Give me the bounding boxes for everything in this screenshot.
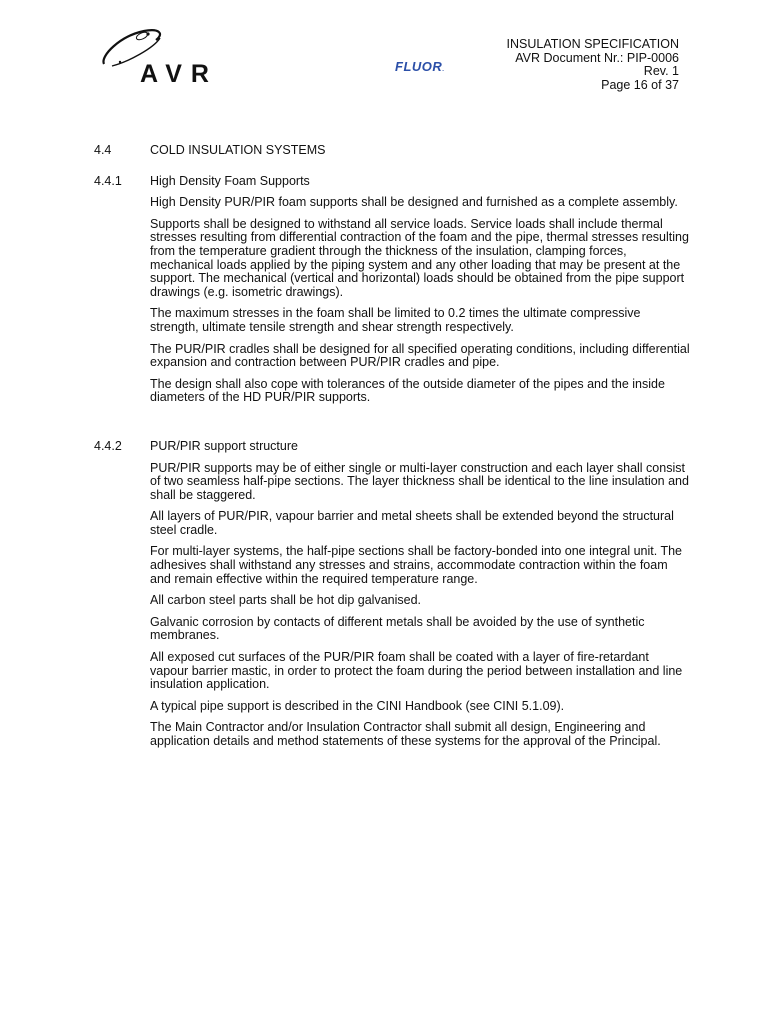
paragraph: A typical pipe support is described in the CINI Handbook (see CINI 5.1.09). — [150, 698, 565, 713]
section-heading-4-4 — [94, 144, 694, 158]
section-title: COLD INSULATION SYSTEMS — [150, 143, 326, 157]
section-number: 4.4.1 — [94, 173, 122, 188]
paragraph: The design shall also cope with tolerances of the outside diameter of the pipes and the inside diameters of the HD PUR/PIR supports. — [150, 376, 665, 405]
page-number: Page 16 of 37 — [601, 77, 679, 92]
paragraph: Galvanic corrosion by contacts of different metals shall be avoided by the use of synthetic membranes. — [150, 614, 645, 643]
document-info — [507, 38, 679, 92]
section-heading-4-4-2 — [94, 440, 694, 454]
paragraph: All exposed cut surfaces of the PUR/PIR foam shall be coated with a layer of fire-retardant vapour barrier mastic, in order to protect the foam during the period between installation and line insulation application. — [150, 650, 683, 692]
paragraph: Supports shall be designed to withstand all service loads. Service loads shall include thermal stresses resulting from differential contraction of the foam and the pipe, thermal stresses resulting from the temperature gradient through the thickness of the insulation, clamping forces, mechanical loads applied by the piping system and any other loading that may be present at the support. The mechanical (vertical and horizontal) loads should be obtained from the pipe support drawings (e.g. isometric drawings). — [150, 216, 689, 299]
section-title: High Density Foam Supports — [150, 173, 310, 188]
paragraph: The PUR/PIR cradles shall be designed for all specified operating conditions, including differential expansion and contraction between PUR/PIR cradles and pipe. — [150, 341, 690, 370]
section-title: PUR/PIR support structure — [150, 438, 298, 453]
avr-logo — [98, 26, 228, 92]
document-revision: Rev. 1 — [643, 64, 679, 78]
paragraph: High Density PUR/PIR foam supports shall be designed and furnished as a complete assembly. — [150, 195, 678, 210]
paragraph: All carbon steel parts shall be hot dip galvanised. — [150, 593, 421, 608]
section-heading-4-4-1 — [94, 175, 694, 189]
page-header — [0, 0, 768, 110]
paragraph: The maximum stresses in the foam shall be limited to 0.2 times the ultimate compressive strength, ultimate tensile strength and shear strength respectively. — [150, 306, 641, 334]
section-number: 4.4.2 — [94, 438, 122, 453]
document-body — [94, 144, 694, 749]
section-number: 4.4 — [94, 143, 112, 157]
paragraph: PUR/PIR supports may be of either single or multi-layer construction and each layer shall consist of two seamless half-pipe sections. The layer thickness shall be identical to the line insulation and shall be staggered. — [150, 460, 689, 502]
document-number: AVR Document Nr.: PIP-0006 — [515, 50, 679, 65]
fluor-logo-mark: . — [442, 67, 445, 73]
paragraph: All layers of PUR/PIR, vapour barrier and metal sheets shall be extended beyond the structural steel cradle. — [150, 509, 674, 537]
fluor-logo — [395, 59, 444, 74]
paragraph: For multi-layer systems, the half-pipe sections shall be factory-bonded into one integral unit. The adhesives shall withstand any stresses and strains, accommodate contraction within the foam and remain effective within the required temperature range. — [150, 544, 682, 586]
avr-logo-text: AVR — [140, 60, 218, 88]
fluor-logo-text: FLUOR — [395, 59, 443, 74]
paragraph: The Main Contractor and/or Insulation Contractor shall submit all design, Engineering and application details and method statements of these systems for the approval of the Principal. — [150, 720, 661, 748]
document-title: INSULATION SPECIFICATION — [506, 37, 679, 51]
